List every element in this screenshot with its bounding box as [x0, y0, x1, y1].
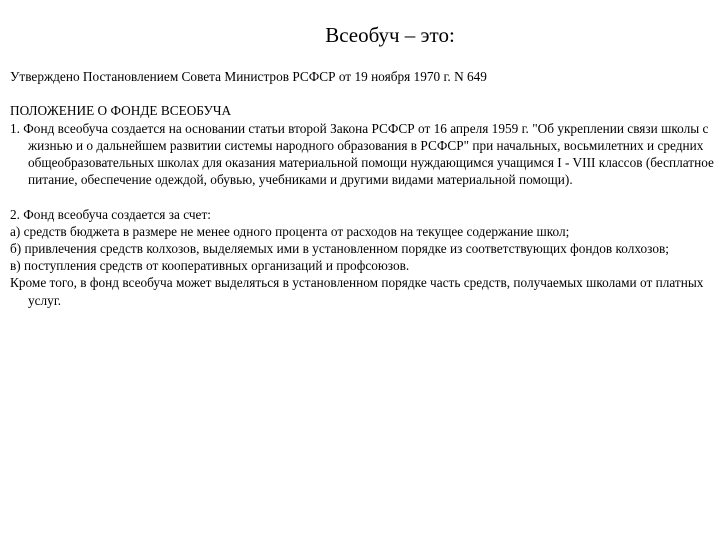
document-heading: ПОЛОЖЕНИЕ О ФОНДЕ ВСЕОБУЧА — [10, 103, 232, 119]
approval-line: Утверждено Постановлением Совета Министров РСФСР от 19 ноября 1970 г. N 649 — [10, 69, 487, 84]
spacer — [10, 188, 714, 205]
slide-title — [0, 22, 720, 48]
extra-note: Кроме того, в фонд всеобуча может выделяться в установленном порядке часть средств, получаемых школами от платных услуг. — [10, 275, 704, 308]
item-1: 1. Фонд всеобуча создается на основании статьи второй Закона РСФСР от 16 апреля 1959 г. "Об укреплении связи школы с жизнью и о дальнейшем развитии системы народного образования в РСФСР" при начальных, восьмилетних и средних общеобразовательных школах для оказания материальной помощи нуждающимся учащимся I - VIII классов (бесплатное питание, обеспечение одеждой, обувью, учебниками и другими видами материальной помощи). — [10, 120, 714, 188]
document-body — [10, 68, 714, 309]
item-2a: а) средств бюджета в размере не менее одного процента от расходов на текущее содержание школ; — [10, 223, 570, 239]
item-2b: б) привлечения средств колхозов, выделяемых ими в установленном порядке из соответствующих фондов колхозов; — [10, 241, 669, 256]
item-2c: в) поступления средств от кооперативных организаций и профсоюзов. — [10, 258, 410, 274]
item-2: 2. Фонд всеобуча создается за счет: — [10, 206, 211, 222]
spacer — [10, 85, 714, 102]
slide-title-text: Всеобуч – это: — [325, 23, 455, 47]
